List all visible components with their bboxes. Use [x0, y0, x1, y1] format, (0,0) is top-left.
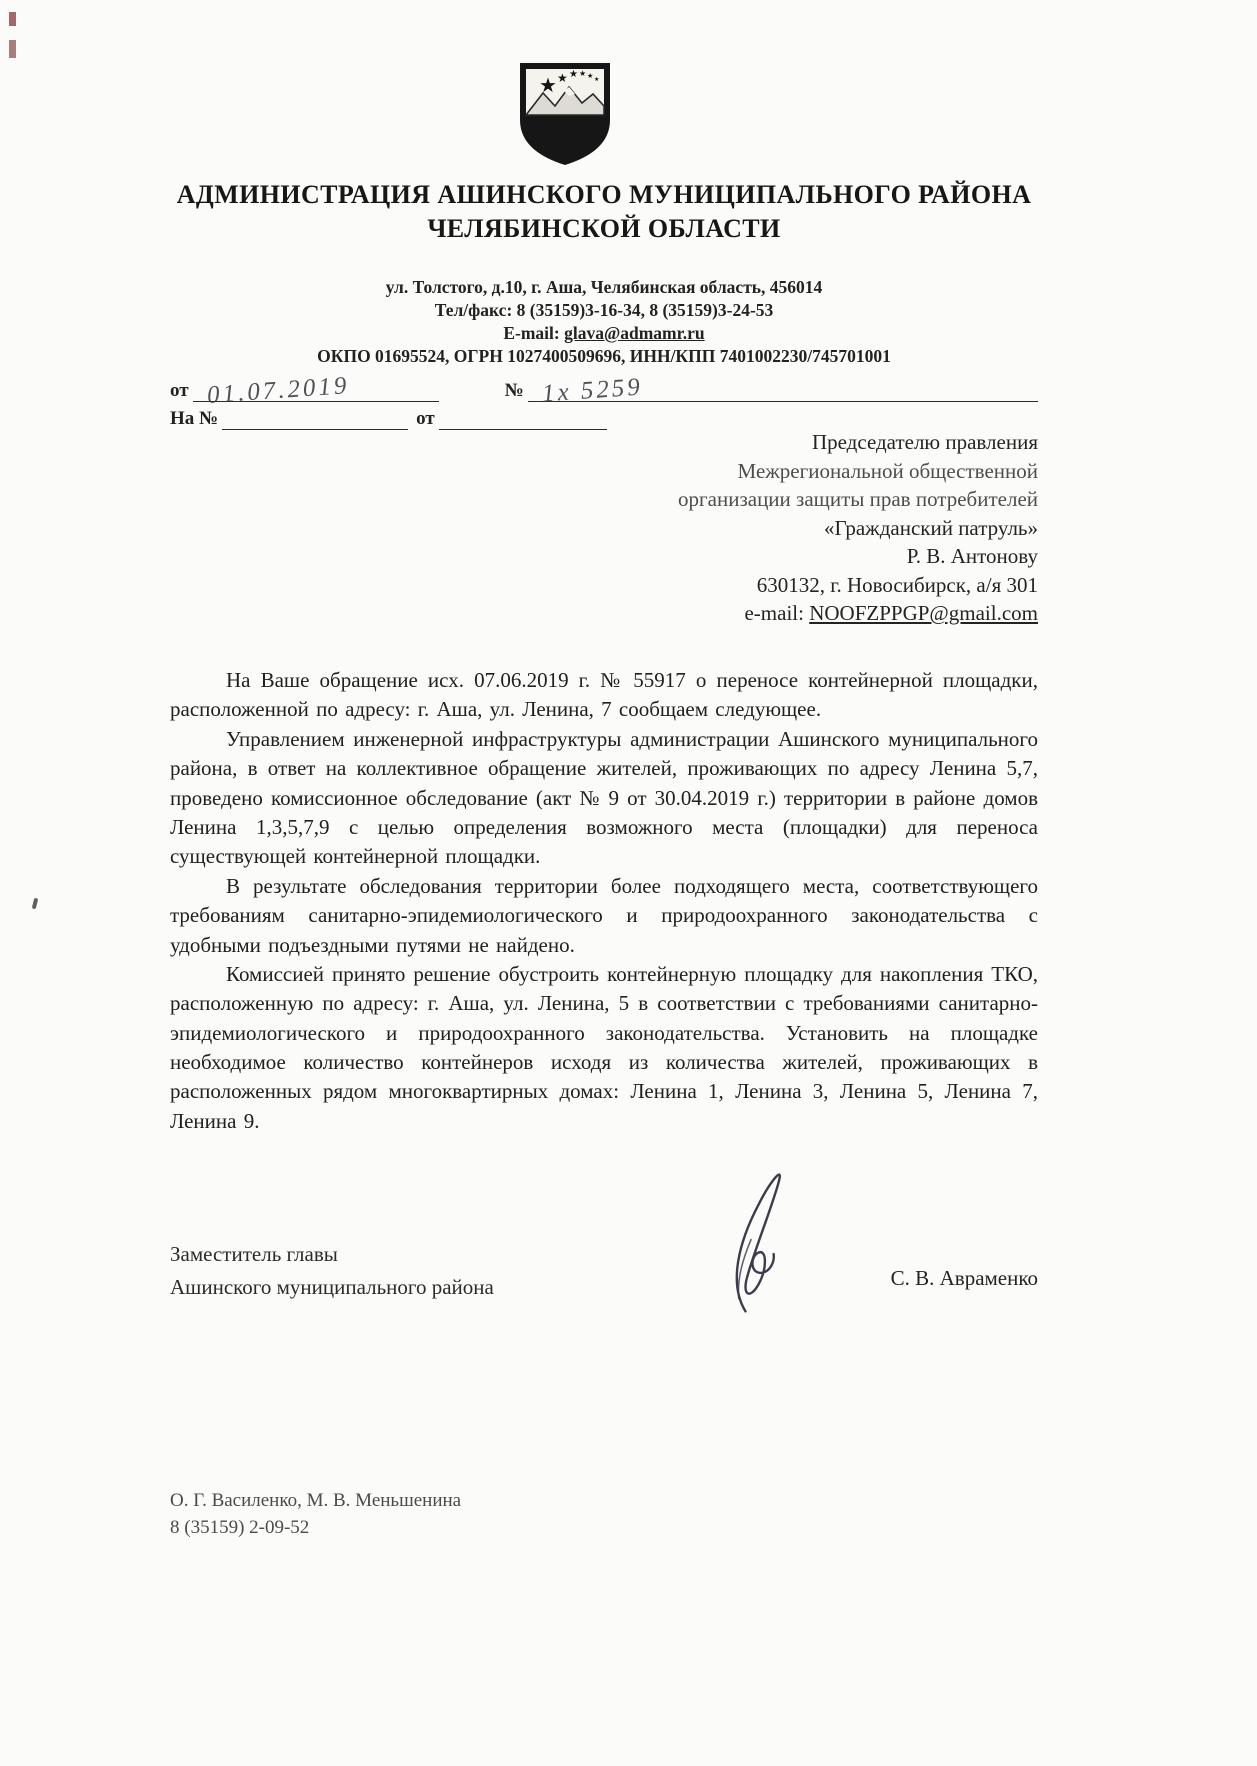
recipient-line: «Гражданский патруль» [824, 515, 1038, 540]
scan-artifact [32, 898, 39, 910]
signer-position-line2: Ашинского муниципального района [170, 1274, 494, 1299]
signer-position-line1: Заместитель главы [170, 1242, 338, 1266]
letterhead-contacts [170, 276, 1038, 368]
date-line [193, 372, 439, 409]
on-number-label: На № [170, 408, 219, 429]
org-email: glava@admamr.ru [564, 323, 705, 344]
executor-block [170, 1488, 730, 1541]
star-icon: ★ [587, 72, 594, 80]
star-icon: ★ [557, 71, 568, 85]
recipient-email-line [478, 599, 1038, 628]
signer-name: С. В. Авраменко [890, 1266, 1038, 1290]
letterhead-org-name [170, 178, 1038, 246]
number-line [528, 373, 1038, 408]
recipient-block [478, 428, 1038, 628]
handwritten-number: 1х 5259 [540, 373, 644, 408]
letter-body [170, 666, 1038, 1136]
star-icon: ★ [594, 76, 600, 83]
paragraph-2: Управлением инженерной инфраструктуры администрации Ашинского муниципального района, в ответ на коллективное обращение жителей, проживающих по адресу Ленина 5,7, проведено комиссионное обследование (акт № 9 от 30.04.2019 г.) территории в районе домов Ленина 1,3,5,7,9 с целью определения возможного места (площадки) для переноса существующей контейнерной площадки. [170, 726, 1038, 869]
recipient-address: 630132, г. Новосибирск, а/я 301 [756, 572, 1038, 597]
org-phone: Тел/факс: 8 (35159)3-16-34, 8 (35159)3-24-53 [434, 300, 774, 321]
org-name-line1: АДМИНИСТРАЦИЯ АШИНСКОГО МУНИЦИПАЛЬНОГО РАЙОНА [176, 180, 1032, 209]
paragraph-3: В результате обследования территории более подходящего места, соответствующего требованиям санитарно-эпидемиологического и природоохранного законодательства с удобными подъездными путями не найдено. [170, 873, 1038, 957]
incoming-date-line [439, 406, 607, 430]
from2-label: от [416, 408, 435, 429]
from-label: от [170, 380, 189, 401]
scan-artifact [9, 12, 16, 26]
recipient-line: Межрегиональной общественной [737, 458, 1038, 483]
executor-phone: 8 (35159) 2-09-52 [170, 1516, 310, 1538]
signer-position [170, 1238, 630, 1303]
ref-row-incoming [170, 404, 1038, 430]
handwritten-date: 01.07.2019 [205, 372, 350, 409]
email-label: E-mail: [503, 323, 565, 344]
star-icon: ★ [539, 73, 557, 97]
executor-names: О. Г. Василенко, М. В. Меньшенина [170, 1490, 462, 1511]
org-name-line2: ЧЕЛЯБИНСКОЙ ОБЛАСТИ [427, 213, 781, 243]
recipient-name: Р. В. Антонову [906, 544, 1038, 569]
paragraph-4: Комиссией принято решение обустроить контейнерную площадку для накопления ТКО, расположенную по адресу: г. Аша, ул. Ленина, 5 в соответствии с требованиями санитарно-эпидемиологического и природоохранного законодательства. Установить на площадке необходимое количество контейнеров исходя из количества жителей, проживающих в расположенных рядом многоквартирных домах: Ленина 1, Ленина 3, Ленина 5, Ленина 7, Ленина 9. [170, 961, 1038, 1133]
star-icon: ★ [579, 69, 587, 78]
signature-scribble [687, 1154, 823, 1326]
scan-artifact [9, 40, 16, 58]
recipient-line: организации защиты прав потребителей [678, 487, 1038, 512]
coat-of-arms [517, 60, 613, 168]
reference-block [170, 372, 1038, 430]
paragraph-1: На Ваше обращение исх. 07.06.2019 г. № 55917 о переносе контейнерной площадки, расположенной по адресу: г. Аша, ул. Ленина, 7 сообщаем следующее. [170, 668, 1038, 722]
email-label: e-mail: [744, 601, 810, 626]
letter-page [170, 0, 1038, 1766]
org-email-line [170, 322, 1038, 345]
org-requisites: ОКПО 01695524, ОГРН 1027400509696, ИНН/КПП 7401002230/745701001 [317, 346, 891, 367]
number-label: № [504, 380, 524, 401]
recipient-email: NOOFZPPGP@gmail.com [809, 601, 1038, 626]
star-icon: ★ [569, 69, 578, 80]
org-address: ул. Толстого, д.10, г. Аша, Челябинская область, 456014 [385, 277, 823, 297]
recipient-line: Председателю правления [811, 430, 1038, 454]
ref-row-outgoing [170, 372, 1038, 409]
incoming-number-line [222, 406, 408, 430]
